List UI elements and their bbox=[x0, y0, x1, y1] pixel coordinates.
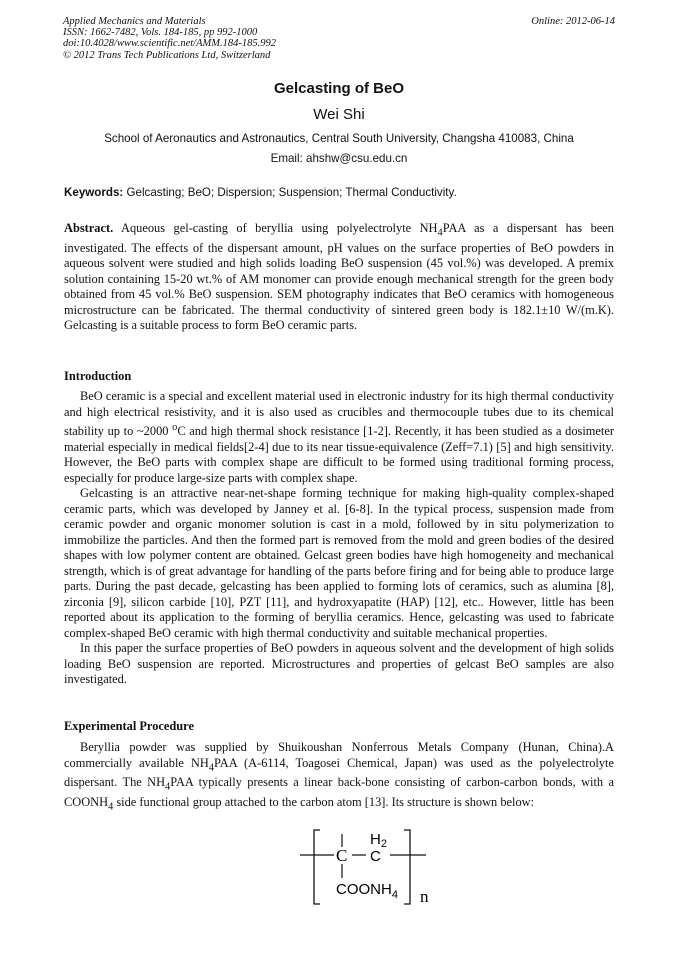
repeat-n: n bbox=[420, 887, 429, 906]
keywords-label: Keywords: bbox=[64, 186, 124, 199]
intro-p1-text-a: BeO ceramic is a special and excellent material used in electronic industry for its high thermal conductivity and high electrical resistivity, and it is also used as crucibles and thermocouple tubes due to its chemical stability up to ~2000 bbox=[64, 389, 614, 439]
doi-line: doi:10.4028/www.scientific.net/AMM.184-185.992 bbox=[63, 38, 276, 50]
abstract-text-2: PAA as a dispersant has been investigated. The effects of the dispersant amount, pH values on the surface properties of BeO powders in aqueous solvent were studied and high solids loading BeO suspension (45 vol.%) was developed. A premix solution containing 15-20 wt.% of AM monomer can provide enough mechanical strength for the green body obtained from 45 vol.% BeO suspension. SEM photography indicates that BeO ceramics with homogeneous microstructure can be fabricated. The thermal conductivity of sintered green body is 182.1±10 W/(m.K). Gelcasting is a suitable process to form BeO ceramic parts. bbox=[64, 221, 614, 333]
right-bracket bbox=[404, 830, 410, 904]
journal-header bbox=[63, 16, 615, 61]
author-email: Email: ahshw@csu.edu.cn bbox=[270, 152, 408, 165]
degree-sup: o bbox=[172, 422, 178, 433]
abstract bbox=[64, 221, 614, 334]
exp-sub-a: 4 bbox=[208, 761, 214, 773]
introduction-body bbox=[64, 389, 614, 688]
experimental-heading: Experimental Procedure bbox=[64, 719, 194, 733]
online-date: Online: 2012-06-14 bbox=[531, 16, 615, 27]
carbon-right: C bbox=[370, 848, 381, 865]
exp-sub-c: 4 bbox=[108, 801, 114, 813]
intro-paragraph-3: In this paper the surface properties of BeO powders in aqueous solvent and the development of high solids loading BeO suspension are reported. Microstructures and properties of gelcast BeO samples are also investigated. bbox=[64, 641, 614, 687]
hydrogen-label bbox=[370, 831, 387, 850]
keywords-text: Gelcasting; BeO; Dispersion; Suspension; Thermal Conductivity. bbox=[126, 186, 457, 199]
exp-text-c: PAA typically presents a linear back-bone consisting of carbon-carbon bonds, with a COONH bbox=[64, 775, 614, 810]
author-name: Wei Shi bbox=[313, 106, 365, 123]
carbon-left: C bbox=[336, 846, 348, 865]
exp-paragraph-1 bbox=[64, 740, 614, 815]
abstract-label: Abstract. bbox=[64, 221, 114, 235]
paper-title: Gelcasting of BeO bbox=[273, 80, 405, 97]
left-bracket bbox=[314, 830, 320, 904]
experimental-body bbox=[64, 740, 614, 815]
h-subscript: 2 bbox=[380, 838, 387, 850]
carboxylate-group bbox=[336, 881, 398, 901]
journal-name: Applied Mechanics and Materials bbox=[63, 16, 206, 27]
copyright-line: © 2012 Trans Tech Publications Ltd, Switzerland bbox=[63, 49, 271, 61]
abstract-text-1: Aqueous gel-casting of beryllia using polyelectrolyte NH bbox=[121, 221, 438, 235]
intro-paragraph-1 bbox=[64, 389, 614, 486]
group-symbol: COONH bbox=[336, 881, 392, 898]
exp-text-d: side functional group attached to the carbon atom [13]. Its structure is shown below: bbox=[113, 795, 535, 810]
group-subscript: 4 bbox=[391, 889, 398, 901]
introduction-heading: Introduction bbox=[64, 369, 132, 383]
affiliation: School of Aeronautics and Astronautics, Central South University, Changsha 410083, China bbox=[104, 132, 574, 145]
h-symbol: H bbox=[370, 831, 381, 848]
issn-line: ISSN: 1662-7482, Vols. 184-185, pp 992-1000 bbox=[63, 27, 258, 39]
nh4paa-structure-formula bbox=[296, 822, 446, 912]
intro-paragraph-2: Gelcasting is an attractive near-net-shape forming technique for making high-quality complex-shaped ceramic parts, which was developed by Janney et al. [6-8]. In the typical process, suspension made from ceramic powder and organic monomer solution is cast in a mold, followed by in situ polymerization to immobilize the particles. And then the formed part is removed from the mold and green bodies of the desired shapes with low polymer content are obtained. Gelcast green bodies have high homogeneity and mechanical strength, which is of great advantage for handling of the parts before firing and for being able to produce large parts. During the past decade, gelcasting has been applied to forming lots of ceramics, such as alumina [8], zirconia [9], silicon carbide [10], PZT [11], and hydroxyapatite (HAP) [12], etc.. However, little has been reported about its application to the forming of beryllia ceramics. Hence, gelcasting was used to fabricate complex-shaped BeO ceramic with high thermal conductivity and suitable mechanical properties. bbox=[64, 486, 614, 640]
intro-p1-text-b: C and high thermal shock resistance [1-2]. Recently, it has been studied as a dosimeter material especially in medical fields[2-4] due to its near tissue-equivalence (Zeff=7.1) [5] and high sensitivity. However, the BeO parts with complex shape are difficult to be formed using traditional forming process, especially for produce large-size parts with complex shape. bbox=[64, 424, 614, 485]
exp-text-a: Beryllia powder was supplied by Shuikoushan Nonferrous Metals Company (Hunan, China).A commercially available NH bbox=[64, 740, 614, 770]
keywords bbox=[64, 186, 616, 199]
exp-text-b: PAA (A-6114, Toagosei Chemical, Japan) was used as the polyelectrolyte dispersant. The NH bbox=[64, 755, 614, 790]
exp-sub-b: 4 bbox=[165, 781, 171, 793]
abstract-sub: 4 bbox=[437, 227, 443, 239]
